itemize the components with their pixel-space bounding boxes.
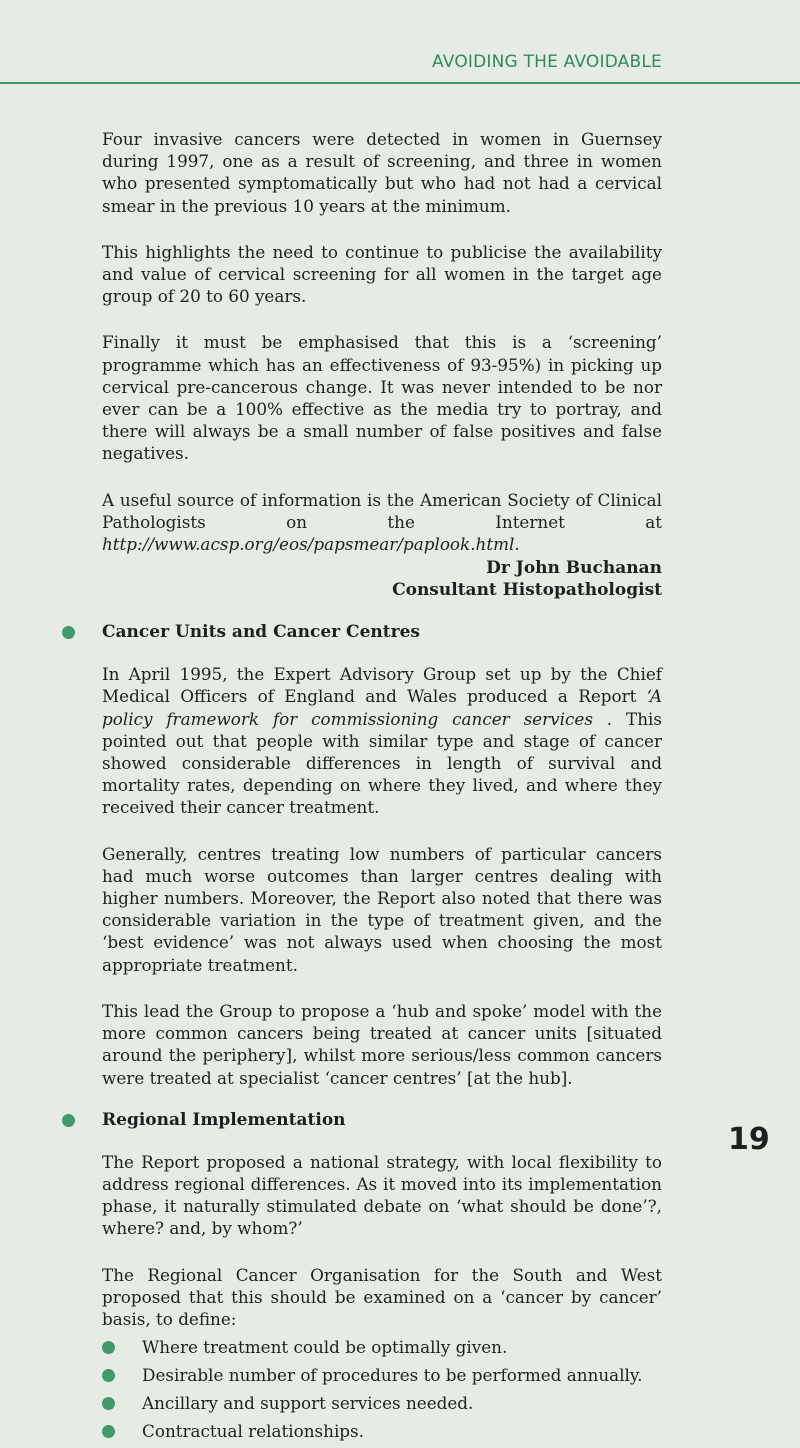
section-heading-regional-implementation [62, 1109, 622, 1131]
author-name: Dr John Buchanan [486, 558, 662, 579]
header-rule [0, 82, 800, 84]
paragraph-regional-organisation: The Regional Cancer Organisation for the South and West proposed that this should be examined on a ‘cancer by cancer’ basis, to define: [102, 1264, 662, 1329]
list-item: Ancillary and support services needed. [102, 1392, 662, 1414]
running-header: AVOIDING THE AVOIDABLE [432, 52, 662, 72]
paragraph-hub-and-spoke: This lead the Group to propose a ‘hub and spoke’ model with the more common cancers being treated at cancer units [situated around the periphery], whilst more serious/less common cancers were treated at specialist ‘cancer centres’ [at the hub]. [102, 1000, 662, 1088]
author-role: Consultant Histopathologist [392, 580, 662, 601]
internet-link[interactable]: http://www.acsp.org/eos/papsmear/paplook.html. [102, 534, 520, 555]
list-item: Contractual relationships. [102, 1420, 662, 1442]
paragraph-publicise-screening: This highlights the need to continue to publicise the availability and value of cervical screening for all women in the target age group of 20 to 60 years. [102, 241, 662, 307]
section-heading-cancer-units [62, 621, 622, 643]
report-title: ‘A policy framework for commissioning cancer services [102, 686, 662, 729]
paragraph-information-source [102, 489, 662, 556]
bullet-icon [102, 1397, 115, 1410]
bullet-icon [62, 626, 75, 639]
paragraph-invasive-cancers: Four invasive cancers were detected in women in Guernsey during 1997, one as a result of screening, and three in women who presented symptomatically but who had not had a cervical smear in the previous 10 years at the minimum. [102, 129, 662, 216]
define-list [102, 1336, 662, 1442]
info-source-text: A useful source of information is the American Society of Clinical Pathologists on the Internet at [102, 489, 662, 532]
paragraph-expert-advisory-group [102, 663, 662, 818]
bullet-icon [62, 1114, 75, 1127]
paragraph-outcomes: Generally, centres treating low numbers of particular cancers had much worse outcomes than larger centres dealing with higher numbers. Moreover, the Report also noted that there was considerable variation in the type of treatment given, and the ‘best evidence’ was not always used when choosing the most appropriate treatment. [102, 843, 662, 975]
page-number: 19 [728, 1122, 770, 1157]
report-findings-text: . This pointed out that people with similar type and stage of cancer showed considerable differences in length of survival and mortality rates, depending on where they lived, and where they received their cancer treatment. [102, 708, 662, 818]
article-body [102, 128, 662, 1448]
paragraph-effectiveness: Finally it must be emphasised that this is a ‘screening’ programme which has an effectiveness of 93-95%) in picking up cervical pre-cancerous change. It was never intended to be nor ever can be a 100% effective as the media try to portray, and there will always be a small number of false positives and false negatives. [102, 332, 662, 464]
bullet-icon [102, 1425, 115, 1438]
signature-block [102, 557, 662, 601]
report-intro-text: In April 1995, the Expert Advisory Group set up by the Chief Medical Officers of England and Wales produced a Report [102, 664, 662, 707]
bullet-icon [102, 1369, 115, 1382]
list-item: Where treatment could be optimally given. [102, 1336, 662, 1358]
list-item: Desirable number of procedures to be performed annually. [102, 1364, 662, 1386]
paragraph-national-strategy: The Report proposed a national strategy, with local flexibility to address regional differences. As it moved into its implementation phase, it naturally stimulated debate on ‘what should be done’?, where? and, by whom?’ [102, 1151, 662, 1239]
section-heading-text: Cancer Units and Cancer Centres [102, 622, 420, 643]
section-heading-text: Regional Implementation [102, 1109, 346, 1130]
bullet-icon [102, 1341, 115, 1354]
